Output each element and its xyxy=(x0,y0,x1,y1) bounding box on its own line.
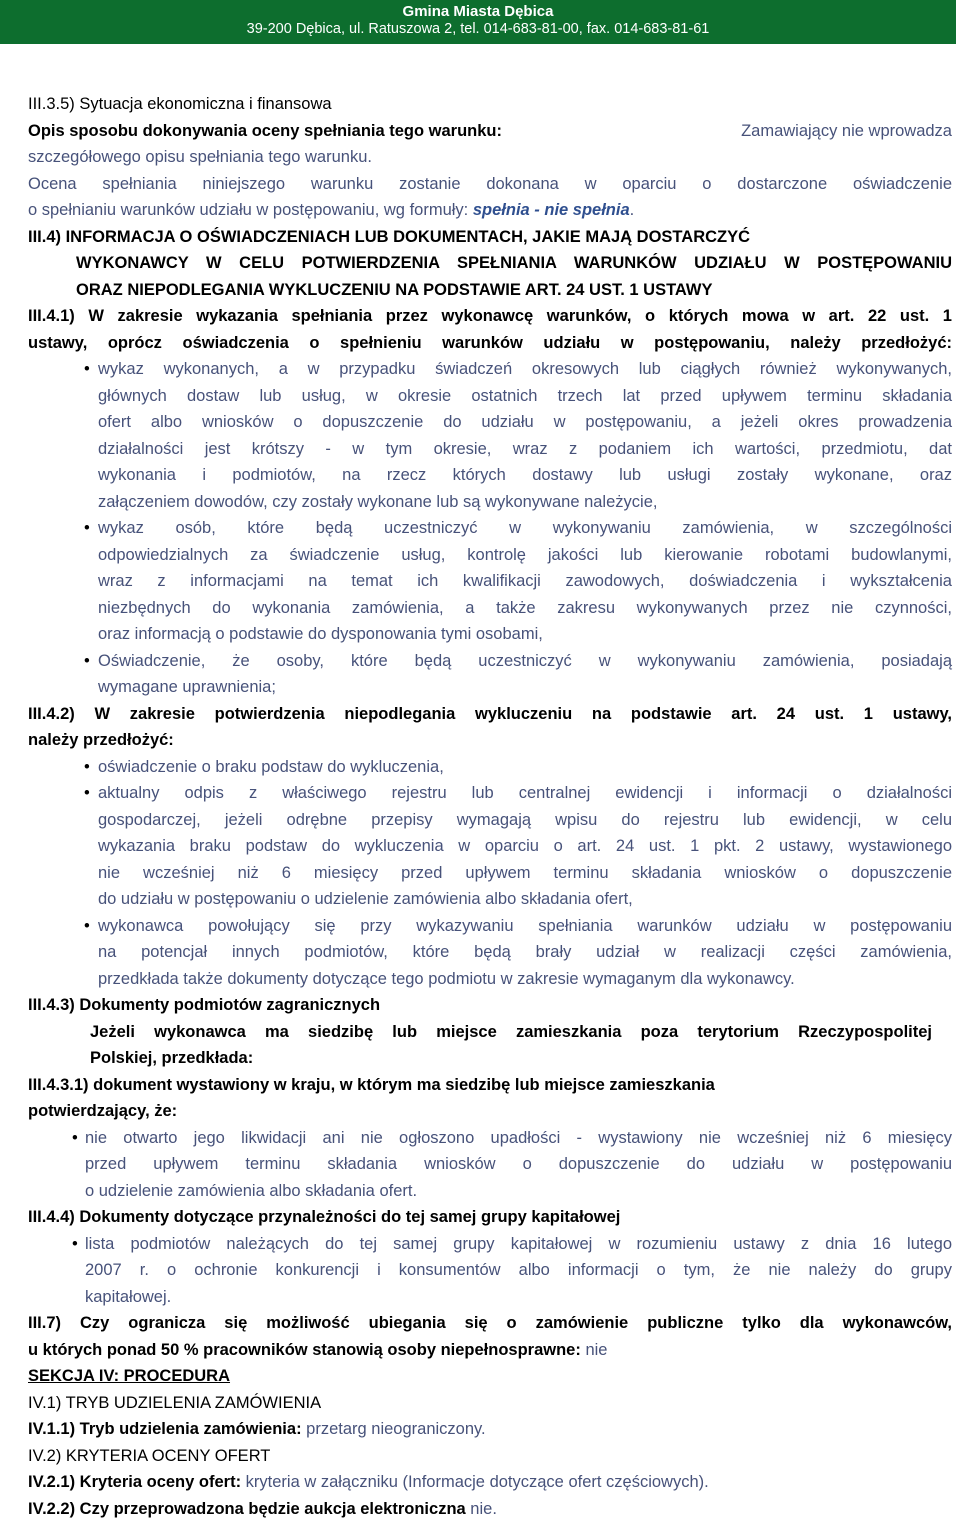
text-line xyxy=(98,489,657,516)
text-line xyxy=(85,1284,171,1311)
text-run: oświadczenie o braku podstaw do wykluczenia, xyxy=(98,757,444,776)
text-run: ORAZ NIEPODLEGANIA WYKLUCZENIU NA PODSTAWIE ART. 24 UST. 1 USTAWY xyxy=(76,280,713,299)
text-run: do udziału w postępowaniu o udzielenie zamówienia albo składania ofert, xyxy=(98,890,633,908)
text-run: wykonania i podmiotów, na rzecz których dostawy lub usługi zostały wykonane, oraz xyxy=(98,466,952,484)
bullet-icon: • xyxy=(72,1128,78,1147)
text-line xyxy=(28,1310,952,1337)
text-run: IV.2.2) Czy przeprowadzona będzie aukcja elektroniczna xyxy=(28,1499,466,1518)
text-line xyxy=(28,1337,607,1364)
text-run: WYKONAWCY W CELU POTWIERDZENIA SPEŁNIANIA WARUNKÓW UDZIAŁU W POSTĘPOWANIU xyxy=(76,254,952,272)
text-line xyxy=(28,992,380,1019)
text-line xyxy=(85,1231,952,1258)
text-run: SEKCJA IV: PROCEDURA xyxy=(28,1367,231,1385)
text-run: wykonawca powołujący się przy wykazywaniu spełniania warunków udziału w postępowaniu xyxy=(98,916,952,935)
text-run: Oświadczenie, że osoby, które będą uczestniczyć w wykonywaniu zamówienia, posiadają xyxy=(98,651,952,670)
text-line xyxy=(28,1443,270,1470)
text-line xyxy=(98,807,952,834)
text-line xyxy=(98,462,952,489)
text-run: wymagane uprawnienia; xyxy=(98,678,276,696)
text-line xyxy=(85,1151,952,1178)
text-run: wraz z informacjami na temat ich kwalifikacji zawodowych, doświadczenia i wykształcenia xyxy=(98,572,952,590)
text-run: Jeżeli wykonawca ma siedzibę lub miejsce zamieszkania poza terytorium Rzeczypospolitej xyxy=(90,1022,932,1041)
text-run: III.3.5) Sytuacja ekonomiczna i finansowa xyxy=(28,95,332,113)
text-run: przedkłada także dokumenty dotyczące tego podmiotu w zakresie wymaganym dla wykonawcy. xyxy=(98,969,795,988)
text-line xyxy=(98,674,276,701)
text-run: nie xyxy=(585,1340,608,1359)
text-line xyxy=(28,330,952,357)
bullet-icon: • xyxy=(84,519,90,537)
text-line xyxy=(98,780,952,807)
text-line xyxy=(28,1496,497,1522)
bullet-icon: • xyxy=(84,916,90,935)
text-line xyxy=(98,436,952,463)
text-line xyxy=(28,1098,177,1125)
text-line xyxy=(98,356,952,383)
text-run: III.4.2) W zakresie potwierdzenia niepodlegania wykluczeniu na podstawie art. 24 ust. 1 ustawy, xyxy=(28,704,952,723)
text-run: nie otwarto jego likwidacji ani nie ogłoszono upadłości - wystawiony nie wcześniej niż 6 miesięcy xyxy=(85,1128,952,1147)
text-run: Opis sposobu dokonywania oceny spełniania tego warunku: xyxy=(28,121,502,140)
text-run: IV.1.1) Tryb udzielenia zamówienia: xyxy=(28,1420,302,1438)
text-line xyxy=(90,1045,253,1072)
text-line xyxy=(85,1257,952,1284)
text-line xyxy=(98,542,952,569)
text-run: Polskiej, przedkłada: xyxy=(90,1049,254,1067)
text-run: odpowiedzialnych za świadczenie usług, kontrolę jakości lub kierowanie robotami budowlanymi, xyxy=(98,545,952,564)
text-run: działalności jest krótszy - w tym okresie, wraz z podaniem ich wartości, przedmiotu, dat xyxy=(98,439,952,458)
text-line xyxy=(28,303,952,330)
text-run: Ocena spełniania niniejszego warunku zostanie dokonana w oparciu o dostarczone oświadczenie xyxy=(28,174,952,193)
text-run: aktualny odpis z właściwego rejestru lub centralnej ewidencji i informacji o działalności xyxy=(98,784,952,802)
bullet-icon: • xyxy=(84,360,90,378)
text-run: wykazania braku podstaw do wykluczenia w oparciu o art. 24 ust. 1 pkt. 2 ustawy, wystawionego xyxy=(98,837,952,855)
text-line xyxy=(28,1469,709,1496)
text-line xyxy=(76,250,952,277)
text-run: o udzielenie zamówienia albo składania ofert. xyxy=(85,1181,418,1200)
text-line xyxy=(90,1019,932,1046)
text-line xyxy=(98,860,952,887)
text-run: wykaz wykonanych, a w przypadku świadczeń okresowych lub ciągłych również wykonywanych, xyxy=(98,360,952,378)
text-run: IV.2) KRYTERIA OCENY OFERT xyxy=(28,1446,271,1465)
header-address: 39-200 Dębica, ul. Ratuszowa 2, tel. 014-683-81-00, fax. 014-683-81-61 xyxy=(246,21,710,37)
bullet-icon: • xyxy=(84,757,90,776)
document-header xyxy=(0,0,956,44)
text-run: gospodarczej, jeżeli odrębne przepisy wymagają wpisu do rejestru lub ewidencji, w celu xyxy=(98,810,952,829)
text-line xyxy=(28,1363,230,1390)
text-run: lista podmiotów należących do tej samej grupy kapitałowej w rozumieniu ustawy z dnia 16 lutego xyxy=(85,1234,952,1253)
text-line xyxy=(98,568,952,595)
text-run: III.4.3.1) dokument wystawiony w kraju, w którym ma siedzibę lub miejsce zamieszkania xyxy=(28,1075,715,1094)
text-run: kapitałowej. xyxy=(85,1287,172,1306)
text-run: należy przedłożyć: xyxy=(28,731,174,749)
text-run: III.4) INFORMACJA O OŚWIADCZENIACH LUB DOKUMENTACH, JAKIE MAJĄ DOSTARCZYĆ xyxy=(28,227,751,246)
text-run: niezbędnych do wykonania zamówienia, a także zakresu wykonywanych przez nie czynności, xyxy=(98,598,952,617)
text-run: potwierdzający, że: xyxy=(28,1102,178,1120)
text-line xyxy=(98,913,952,940)
text-run: III.4.3) Dokumenty podmiotów zagranicznych xyxy=(28,996,381,1014)
text-line xyxy=(98,886,633,913)
text-line xyxy=(85,1178,417,1205)
text-run: III.7) Czy ogranicza się możliwość ubiegania się o zamówienie publiczne tylko dla wykonawców, xyxy=(28,1314,952,1332)
text-run: III.4.4) Dokumenty dotyczące przynależności do tej samej grupy kapitałowej xyxy=(28,1208,621,1226)
text-line xyxy=(98,939,952,966)
text-run: III.4.1) W zakresie wykazania spełniania przez wykonawcę warunków, o których mowa w art. 22 ust. 1 xyxy=(28,307,952,325)
text-line xyxy=(28,727,174,754)
text-run: ustawy, oprócz oświadczenia o spełnieniu warunków udziału w postępowaniu, należy przedłożyć: xyxy=(28,333,952,352)
text-line xyxy=(98,648,952,675)
text-line xyxy=(98,621,543,648)
text-run: wykaz osób, które będą uczestniczyć w wykonywaniu zamówienia, w szczególności xyxy=(98,519,952,537)
text-line xyxy=(28,144,372,171)
text-line xyxy=(98,833,952,860)
text-line xyxy=(76,277,713,304)
text-run: IV.2.1) Kryteria oceny ofert: xyxy=(28,1473,242,1491)
text-run: o spełnianiu warunków udziału w postępowaniu, wg formuły: xyxy=(28,201,469,219)
text-run: . xyxy=(629,201,635,219)
text-run: spełnia - nie spełnia xyxy=(472,201,630,219)
bullet-icon: • xyxy=(84,784,90,802)
text-line xyxy=(28,1390,321,1417)
text-line xyxy=(28,224,750,251)
text-run: załączeniem dowodów, czy zostały wykonane lub są wykonywane należycie, xyxy=(98,492,658,511)
text-run: szczegółowego opisu spełniania tego warunku. xyxy=(28,148,372,166)
text-run: ofert albo wniosków o dopuszczenie do udziału w postępowaniu, a jeżeli okres prowadzenia xyxy=(98,413,952,431)
text-run: na potencjał innych podmiotów, które będą brały udział w realizacji części zamówienia, xyxy=(98,943,952,961)
opis-line xyxy=(28,118,952,145)
text-run: głównych dostaw lub usług, w okresie ostatnich trzech lat przed upływem terminu składania xyxy=(98,386,952,405)
text-run: IV.1) TRYB UDZIELENIA ZAMÓWIENIA xyxy=(28,1393,322,1412)
section-heading xyxy=(28,91,332,118)
text-line xyxy=(28,1416,486,1443)
bullet-icon: • xyxy=(84,651,90,670)
bullet-icon: • xyxy=(72,1234,78,1253)
text-line xyxy=(98,595,952,622)
text-run: nie. xyxy=(470,1499,497,1518)
text-line xyxy=(28,701,952,728)
text-line xyxy=(98,409,952,436)
text-run: oraz informacją o podstawie do dysponowania tymi osobami, xyxy=(98,625,543,643)
text-line xyxy=(98,515,952,542)
text-line xyxy=(28,171,952,198)
text-line xyxy=(85,1125,952,1152)
text-run: Zamawiający nie wprowadza xyxy=(741,121,952,140)
text-run: kryteria w załączniku (Informacje dotyczące ofert częściowych). xyxy=(245,1473,709,1491)
text-run: u których ponad 50 % pracowników stanowią osoby niepełnosprawne: xyxy=(28,1340,581,1359)
text-line xyxy=(98,966,795,993)
text-line xyxy=(98,754,444,781)
text-run: nie wcześniej niż 6 miesięcy przed upływem terminu składania wniosków o dopuszczenie xyxy=(98,863,952,882)
text-line xyxy=(98,383,952,410)
text-run: 2007 r. o ochronie konkurencji i konsumentów albo informacji o tym, że nie należy do grupy xyxy=(85,1261,952,1279)
text-run: przed upływem terminu składania wniosków o dopuszczenie do udziału w postępowaniu xyxy=(85,1155,952,1173)
text-line xyxy=(28,1072,715,1099)
text-run: przetarg nieograniczony. xyxy=(306,1420,486,1438)
header-title: Gmina Miasta Dębica xyxy=(402,3,554,20)
text-line xyxy=(28,1204,620,1231)
text-line xyxy=(28,197,634,224)
